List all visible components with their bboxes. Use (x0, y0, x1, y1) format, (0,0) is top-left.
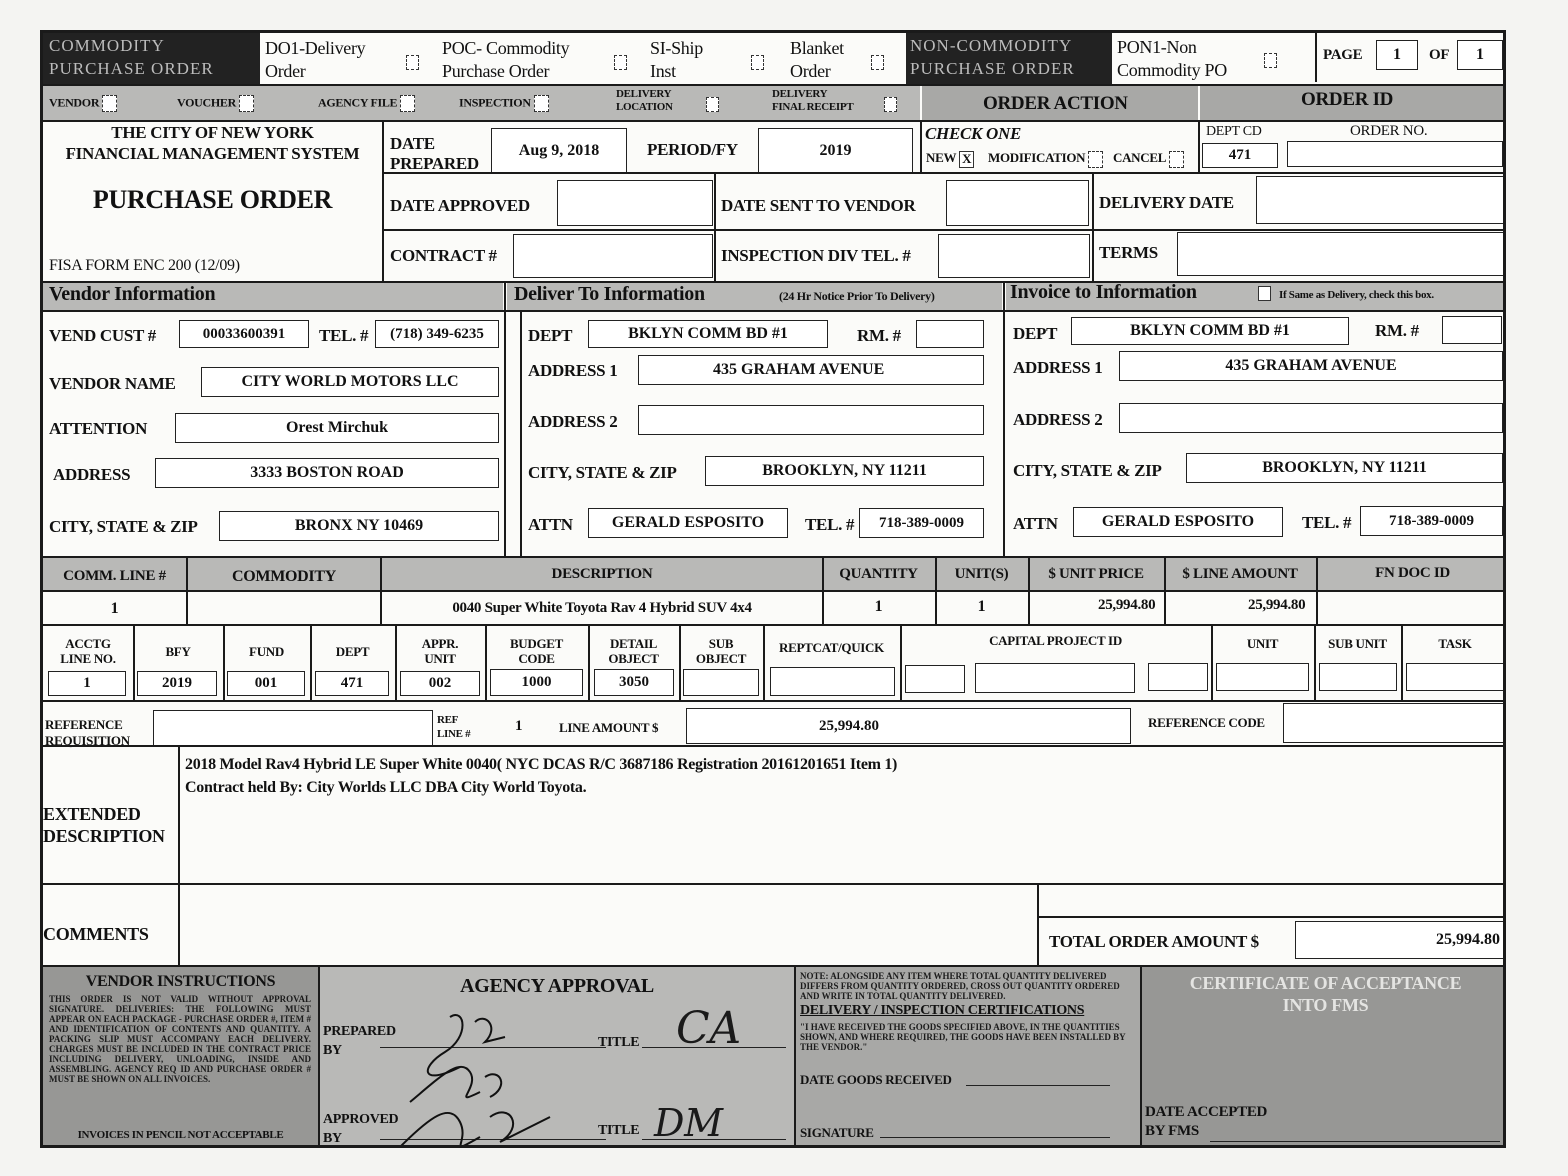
ref-line-label-1: REF (437, 714, 459, 726)
date-approved-label: DATE APPROVED (390, 196, 530, 215)
prepared-by-label (323, 1022, 396, 1060)
copy-inspection (459, 95, 549, 112)
dept-cd-field[interactable]: 471 (1202, 143, 1278, 168)
commodity-po-line1: COMMODITY (49, 36, 165, 55)
acctg-line-label (43, 636, 133, 666)
reference-code-label: REFERENCE CODE (1148, 715, 1265, 730)
col-units: UNIT(S) (954, 566, 1009, 582)
vendor-tel-label: TEL. # (319, 326, 369, 345)
deliver-tel-field[interactable]: 718-389-0009 (859, 508, 984, 538)
deliver-address2-field[interactable] (638, 405, 984, 435)
reference-requisition-field[interactable] (153, 710, 433, 746)
copy-delivery-location-2: LOCATION (616, 101, 673, 113)
modification-label: MODIFICATION (988, 150, 1086, 165)
cancel-label: CANCEL (1113, 150, 1167, 165)
acctg-line-label-2: LINE NO. (60, 651, 116, 666)
poc-checkbox[interactable] (614, 55, 627, 70)
reference-requisition-label-2: REQUISITION (45, 733, 130, 748)
date-goods-received-label: DATE GOODS RECEIVED (800, 1072, 952, 1087)
date-sent-field[interactable] (946, 180, 1089, 226)
ref-line-label (437, 713, 470, 741)
copy-delivery-location-1: DELIVERY (616, 88, 672, 100)
reptcat-label: REPTCAT/QUICK (779, 640, 884, 655)
budget-code-label-2: CODE (518, 651, 555, 666)
capital-project-field-1[interactable] (905, 665, 965, 693)
deliver-address1-label: ADDRESS 1 (528, 361, 618, 380)
blanket-label-line2: Order (790, 61, 831, 81)
dept-cd-label: DEPT CD (1206, 124, 1262, 139)
acct-subunit-label: SUB UNIT (1328, 636, 1387, 651)
copy-voucher-checkbox[interactable] (239, 95, 254, 112)
copy-delivery-location (616, 88, 673, 114)
capital-project-label: CAPITAL PROJECT ID (989, 633, 1122, 648)
sub-object-field[interactable] (683, 669, 759, 696)
appr-unit-label-1: APPR. (421, 636, 459, 651)
copy-vendor-checkbox[interactable] (102, 95, 117, 112)
detail-object-label-1: DETAIL (609, 636, 658, 651)
date-prepared-label-2: PREPARED (390, 154, 479, 173)
delivery-certification-panel (796, 967, 1140, 1148)
new-option (926, 150, 974, 168)
extended-description-label (43, 803, 165, 847)
invoice-address1-field[interactable]: 435 GRAHAM AVENUE (1119, 351, 1503, 381)
page-total: 1 (1457, 40, 1503, 70)
date-prepared-field[interactable]: Aug 9, 2018 (491, 128, 627, 174)
acct-dept-label: DEPT (335, 644, 370, 659)
invoice-dept-field[interactable]: BKLYN COMM BD #1 (1071, 317, 1349, 345)
extended-description-line1: 2018 Model Rav4 Hybrid LE Super White 0040( NYC DCAS R/C 3687186 Registration 20161201651 Item 1) (185, 756, 898, 773)
terms-label: TERMS (1099, 243, 1158, 262)
signature-label: SIGNATURE (800, 1125, 874, 1140)
vendor-csz-label: CITY, STATE & ZIP (49, 517, 198, 536)
si-label-line1: SI-Ship (650, 38, 703, 58)
col-line-amount: $ LINE AMOUNT (1182, 566, 1298, 582)
prepared-by-label-1: PREPARED (323, 1024, 396, 1039)
copy-voucher-label: VOUCHER (177, 95, 236, 110)
vend-cust-field[interactable]: 00033600391 (179, 320, 309, 348)
order-no-field[interactable] (1287, 141, 1503, 167)
city-name: THE CITY OF NEW YORK (111, 123, 314, 142)
copy-delivery-final-1: DELIVERY (772, 88, 828, 100)
copy-agency-file (318, 95, 415, 112)
copy-vendor (49, 95, 117, 112)
invoice-address2-label: ADDRESS 2 (1013, 410, 1103, 429)
delivery-cert-text: "I HAVE RECEIVED THE GOODS SPECIFIED ABOVE, IN THE QUANTITIES SHOWN, AND WHERE REQUIRED, THE GOODS HAVE BEEN INSTALLED BY THE VENDOR." (800, 1022, 1126, 1052)
vendor-csz-field[interactable]: BRONX NY 10469 (219, 511, 499, 541)
copy-inspection-checkbox[interactable] (534, 95, 549, 112)
certificate-acceptance-panel (1142, 967, 1506, 1148)
commodity-po-banner (43, 33, 260, 84)
extended-description-label-2: DESCRIPTION (43, 826, 165, 846)
copy-delivery-location-checkbox[interactable] (706, 97, 719, 112)
contract-label: CONTRACT # (390, 246, 497, 265)
extended-description-label-1: EXTENDED (43, 804, 141, 824)
do1-label-line1: DO1-Delivery (265, 38, 366, 58)
approved-by-label-2: BY (323, 1131, 342, 1146)
invoice-tel-label: TEL. # (1302, 513, 1352, 532)
budget-code-label (485, 636, 588, 666)
prepared-title-label: TITLE (598, 1035, 640, 1050)
pon1-checkbox[interactable] (1264, 53, 1277, 68)
col-commodity: COMMODITY (232, 568, 336, 585)
capital-project-field-2[interactable] (975, 663, 1135, 693)
task-field[interactable] (1406, 663, 1504, 691)
check-one-label: CHECK ONE (925, 124, 1022, 143)
invoice-section-title: Invoice to Information (1010, 281, 1197, 303)
prepared-by-label-2: BY (323, 1043, 342, 1058)
approved-title-signature: DM (654, 1101, 723, 1145)
agency-approval-panel (320, 967, 794, 1148)
agency-approval-title: AGENCY APPROVAL (460, 975, 654, 997)
acct-unit-field[interactable] (1216, 663, 1309, 691)
deliver-csz-field[interactable]: BROOKLYN, NY 11211 (705, 456, 984, 486)
date-sent-label: DATE SENT TO VENDOR (721, 196, 916, 215)
date-accepted-line[interactable] (1210, 1141, 1500, 1142)
noncommodity-line1: NON-COMMODITY (910, 36, 1073, 55)
copy-agency-file-checkbox[interactable] (400, 95, 415, 112)
deliver-dept-field[interactable]: BKLYN COMM BD #1 (588, 320, 828, 348)
deliver-dept-label: DEPT (528, 326, 573, 345)
non-commodity-po-banner (906, 33, 1112, 84)
purchase-order-form (40, 30, 1506, 1148)
poc-label-line1: POC- Commodity (442, 38, 570, 58)
page-number: 1 (1376, 40, 1418, 70)
of-label: OF (1429, 47, 1450, 63)
bfy-field[interactable]: 2019 (137, 671, 217, 696)
deliver-attn-label: ATTN (528, 515, 573, 534)
acctg-line-field[interactable]: 1 (48, 671, 126, 696)
deliver-address1-field[interactable]: 435 GRAHAM AVENUE (638, 355, 984, 385)
comments-label: COMMENTS (43, 924, 149, 944)
total-order-amount-field[interactable]: 25,994.80 (1295, 921, 1506, 959)
approved-by-label-1: APPROVED (323, 1112, 399, 1127)
cert-title-line2: INTO FMS (1282, 995, 1369, 1015)
detail-object-field[interactable]: 3050 (594, 669, 674, 696)
order-id-title: ORDER ID (1301, 89, 1394, 110)
invoice-tel-field[interactable]: 718-389-0009 (1360, 506, 1503, 536)
noncommodity-line2: PURCHASE ORDER (910, 59, 1075, 78)
reference-code-field[interactable] (1283, 703, 1505, 743)
extended-description-line2: Contract held By: City Worlds LLC DBA City World Toyota. (185, 779, 587, 796)
total-order-amount-label: TOTAL ORDER AMOUNT $ (1049, 932, 1259, 951)
invoices-pencil-note: INVOICES IN PENCIL NOT ACCEPTABLE (77, 1129, 284, 1141)
invoice-rm-label: RM. # (1375, 321, 1419, 340)
copy-voucher (177, 95, 254, 112)
si-checkbox[interactable] (751, 55, 764, 70)
date-goods-received-line[interactable] (966, 1085, 1110, 1086)
vendor-address-field[interactable]: 3333 BOSTON ROAD (155, 458, 499, 488)
sub-object-label-1: SUB (708, 636, 734, 651)
delivery-date-label: DELIVERY DATE (1099, 193, 1234, 212)
approved-by-label (323, 1110, 398, 1148)
form-title: PURCHASE ORDER (92, 185, 333, 214)
date-prepared-label-1: DATE (390, 134, 435, 153)
page-label: PAGE (1323, 47, 1363, 63)
task-label: TASK (1438, 636, 1472, 651)
date-accepted-label-1: DATE ACCEPTED (1145, 1104, 1268, 1120)
delivery-date-field[interactable] (1256, 176, 1506, 224)
col-description: DESCRIPTION (551, 566, 653, 582)
line-item-row (43, 592, 1506, 624)
invoice-rm-field[interactable] (1442, 316, 1502, 344)
detail-object-label-2: OBJECT (608, 651, 659, 666)
col-quantity: QUANTITY (839, 566, 918, 582)
acct-unit-label: UNIT (1246, 636, 1279, 651)
col-fn-doc-id: FN DOC ID (1375, 565, 1450, 581)
detail-object-label (588, 636, 679, 666)
ref-line-amount-label: LINE AMOUNT $ (559, 720, 659, 735)
attention-field[interactable]: Orest Mirchuk (175, 413, 499, 443)
invoice-attn-label: ATTN (1013, 514, 1058, 533)
cell-units: 1 (977, 598, 986, 615)
copy-delivery-final-2: FINAL RECEIPT (772, 101, 854, 113)
acctg-line-label-1: ACCTG (65, 636, 111, 651)
fms-name: FINANCIAL MANAGEMENT SYSTEM (65, 144, 360, 163)
copy-vendor-label: VENDOR (49, 95, 100, 110)
contract-field[interactable] (513, 234, 713, 278)
invoice-csz-label: CITY, STATE & ZIP (1013, 461, 1162, 480)
inspection-tel-label: INSPECTION DIV TEL. # (721, 246, 911, 265)
ref-line-amount-field[interactable]: 25,994.80 (686, 708, 1131, 744)
do1-label-line2: Order (265, 61, 306, 81)
acct-dept-field[interactable]: 471 (315, 671, 389, 696)
deliver-notice: (24 Hr Notice Prior To Delivery) (779, 289, 935, 303)
vendor-section-title: Vendor Information (49, 283, 216, 305)
invoice-dept-label: DEPT (1013, 324, 1058, 343)
vend-cust-label: VEND CUST # (49, 326, 156, 345)
deliver-section-title: Deliver To Information (514, 283, 705, 305)
cell-description: 0040 Super White Toyota Rav 4 Hybrid SUV 4x4 (452, 600, 752, 616)
terms-field[interactable] (1177, 232, 1506, 276)
deliver-rm-label: RM. # (857, 326, 901, 345)
signature-scribbles (390, 997, 590, 1148)
sub-object-label-2: OBJECT (695, 651, 747, 666)
reference-requisition-label-1: REFERENCE (45, 717, 123, 732)
delivery-note: NOTE: ALONGSIDE ANY ITEM WHERE TOTAL QUANTITY DELIVERED DIFFERS FROM QUANTITY ORDERED, CROSS OUT QUANTITY ORDERED AND WRITE IN TOTAL QUANTITY DELIVERED. (800, 971, 1120, 1001)
deliver-csz-label: CITY, STATE & ZIP (528, 463, 677, 482)
vendor-instructions-title: VENDOR INSTRUCTIONS (85, 973, 276, 990)
si-label-line2: Inst (650, 61, 676, 81)
vendor-tel-field[interactable]: (718) 349-6235 (375, 320, 499, 348)
modification-option (988, 150, 1103, 168)
copy-inspection-label: INSPECTION (459, 95, 531, 110)
cancel-option (1113, 150, 1184, 168)
fund-label: FUND (249, 644, 284, 659)
cell-quantity: 1 (874, 598, 883, 615)
cancel-checkbox[interactable] (1169, 151, 1184, 168)
invoice-csz-field[interactable]: BROOKLYN, NY 11211 (1186, 453, 1503, 483)
pon1-label-line1: PON1-Non (1117, 37, 1197, 57)
cell-comm-line: 1 (110, 600, 119, 617)
date-accepted-label (1145, 1103, 1267, 1141)
reptcat-field[interactable] (770, 667, 895, 696)
capital-project-field-3[interactable] (1148, 663, 1208, 691)
commodity-po-line2: PURCHASE ORDER (49, 59, 214, 78)
blanket-checkbox[interactable] (871, 55, 884, 70)
invoice-attn-field[interactable]: GERALD ESPOSITO (1073, 507, 1283, 537)
ref-line-label-2: LINE # (437, 728, 471, 740)
poc-label-line2: Purchase Order (442, 61, 550, 81)
new-label: NEW (926, 150, 957, 165)
col-unit-price: $ UNIT PRICE (1048, 566, 1144, 582)
order-no-label: ORDER NO. (1350, 123, 1428, 139)
signature-line[interactable] (880, 1137, 1110, 1138)
invoice-address1-label: ADDRESS 1 (1013, 358, 1103, 377)
comments-field[interactable] (180, 885, 1035, 965)
budget-code-label-1: BUDGET (509, 636, 564, 651)
bfy-label: BFY (165, 644, 191, 659)
copy-agency-file-label: AGENCY FILE (318, 95, 398, 110)
appr-unit-label (395, 636, 485, 666)
deliver-tel-label: TEL. # (805, 515, 855, 534)
date-prepared-label (390, 134, 479, 174)
vendor-instructions-panel (43, 967, 318, 1148)
form-id: FISA FORM ENC 200 (12/09) (49, 257, 240, 274)
same-as-delivery-checkbox[interactable] (1258, 286, 1271, 301)
fund-field[interactable]: 001 (227, 671, 305, 696)
deliver-attn-field[interactable]: GERALD ESPOSITO (588, 508, 788, 538)
vendor-instructions-text: THIS ORDER IS NOT VALID WITHOUT APPROVAL SIGNATURE. DELIVERIES: THE FOLLOWING MUST APPEAR ON EACH PACKAGE - PURCHASE ORDER #, ITEM # AND IDENTIFICATION OF CONTENTS AND QUANTITY. A PACKING SLIP MUST ACCOMPANY EACH DELIVERY. CHARGES MUST BE INCLUDED IN THE CONTRACT PRICE INCLUDING DELIVERY, UNLOADING, INSIDE AND ASSEMBLING. AGENCY REQ ID AND PURCHASE ORDER # MUST BE SHOWN ON ALL INVOICES. (49, 994, 311, 1084)
delivery-cert-title: DELIVERY / INSPECTION CERTIFICATIONS (800, 1003, 1085, 1018)
new-checkbox[interactable]: X (959, 151, 974, 168)
acct-subunit-field[interactable] (1319, 663, 1397, 691)
inspection-tel-field[interactable] (938, 234, 1090, 278)
pon1-label-line2: Commodity PO (1117, 60, 1227, 80)
attention-label: ATTENTION (49, 419, 148, 438)
do1-checkbox[interactable] (406, 55, 419, 70)
sub-object-label (679, 636, 763, 666)
appr-unit-label-2: UNIT (424, 651, 456, 666)
budget-code-field[interactable]: 1000 (490, 669, 583, 696)
deliver-address2-label: ADDRESS 2 (528, 412, 618, 431)
copy-delivery-final-checkbox[interactable] (884, 97, 897, 112)
invoice-address2-field[interactable] (1119, 403, 1503, 433)
vendor-name-label: VENDOR NAME (49, 374, 176, 393)
copy-delivery-final (772, 88, 853, 114)
cell-line-amount: 25,994.80 (1248, 597, 1306, 613)
order-action-title: ORDER ACTION (983, 93, 1128, 114)
period-fy-label: PERIOD/FY (647, 140, 738, 159)
modification-checkbox[interactable] (1088, 151, 1103, 168)
prepared-title-signature: CA (676, 1003, 741, 1054)
appr-unit-field[interactable]: 002 (400, 671, 480, 696)
date-approved-field[interactable] (557, 180, 713, 226)
approved-title-label: TITLE (598, 1123, 640, 1138)
cert-title-line1: CERTIFICATE OF ACCEPTANCE (1189, 973, 1462, 993)
deliver-rm-field[interactable] (916, 320, 984, 348)
period-fy-field[interactable]: 2019 (758, 128, 913, 174)
cell-unit-price: 25,994.80 (1098, 597, 1156, 613)
vendor-address-label: ADDRESS (53, 465, 131, 484)
blanket-label-line1: Blanket (790, 38, 844, 58)
ref-line-value: 1 (515, 718, 523, 734)
date-accepted-label-2: BY FMS (1145, 1123, 1199, 1139)
col-comm-line: COMM. LINE # (63, 568, 166, 584)
vendor-name-field[interactable]: CITY WORLD MOTORS LLC (201, 367, 499, 397)
same-as-delivery-note: If Same as Delivery, check this box. (1279, 289, 1434, 301)
